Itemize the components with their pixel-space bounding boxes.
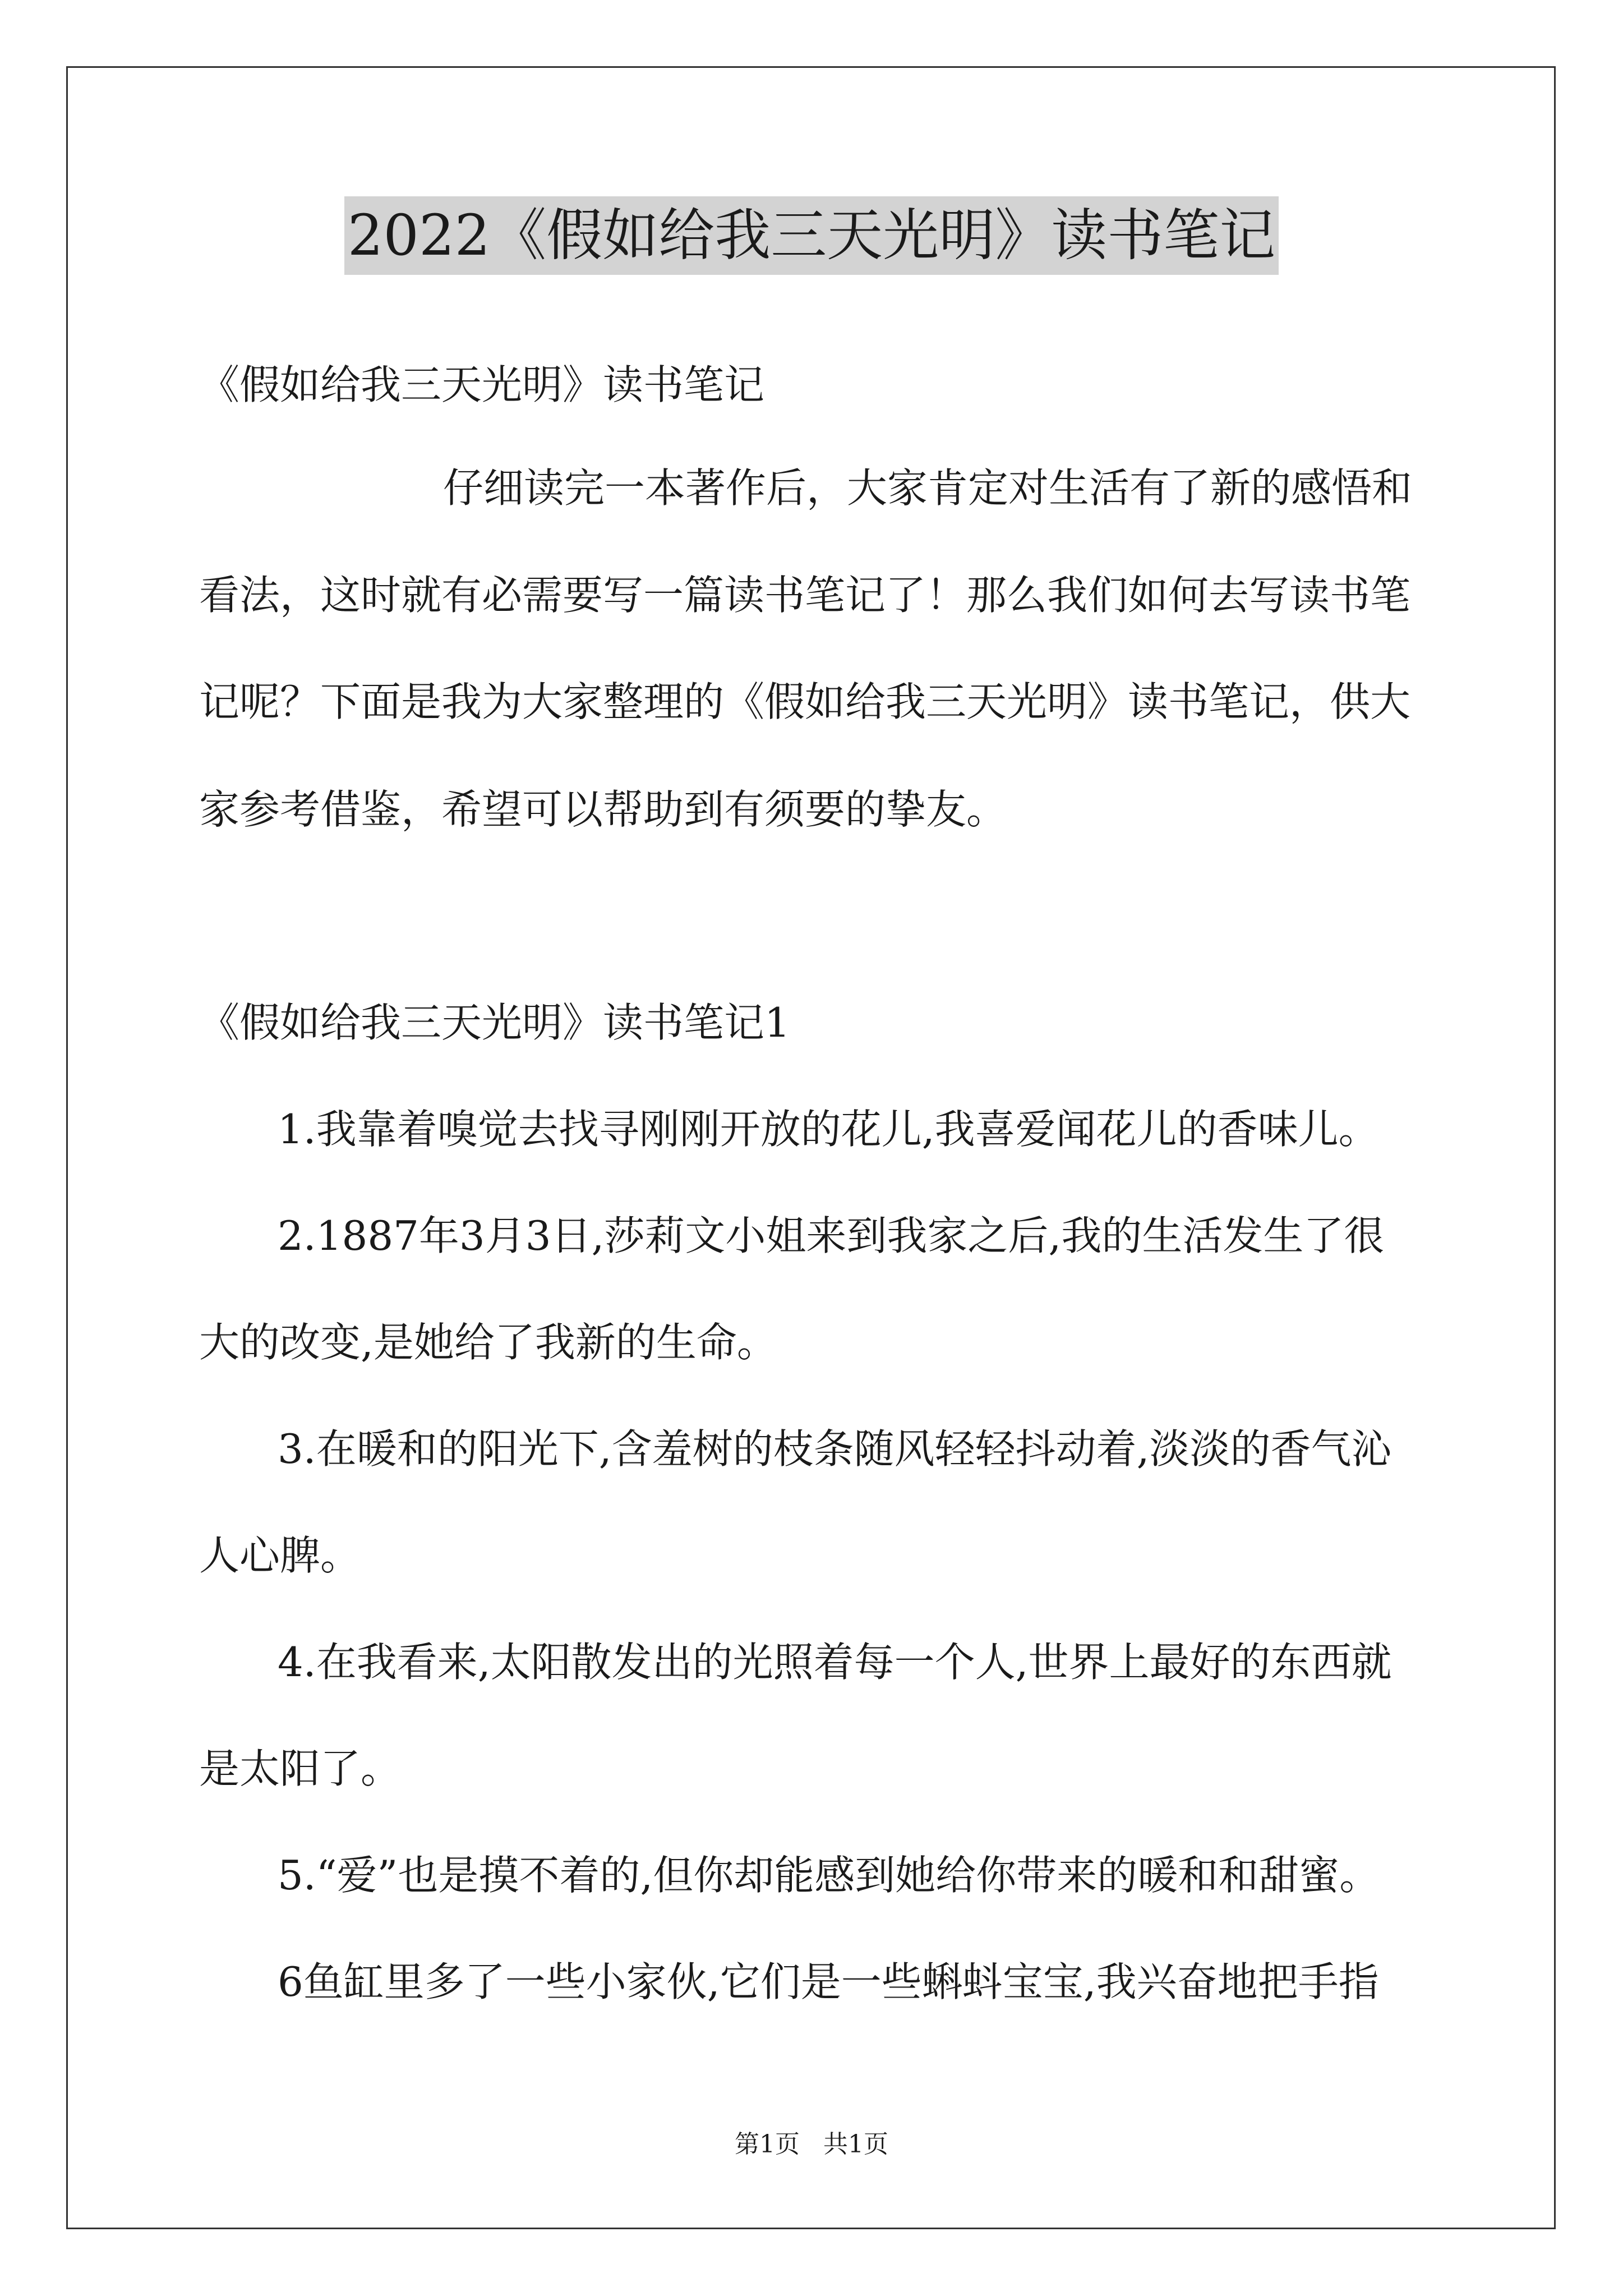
body-line: 2.1887年3月3日,莎莉文小姐来到我家之后,我的生活发生了很 xyxy=(278,1212,1385,1259)
body-line: 4.在我看来,太阳散发出的光照着每一个人,世界上最好的东西就 xyxy=(278,1639,1392,1686)
section-heading: 《假如给我三天光明》读书笔记1 xyxy=(199,999,790,1046)
page-footer xyxy=(0,2129,1623,2160)
document-title: 2022《假如给我三天光明》读书笔记 xyxy=(344,196,1279,275)
document-subtitle: 《假如给我三天光明》读书笔记 xyxy=(199,361,765,408)
body-line: 是太阳了。 xyxy=(199,1745,402,1792)
body-line: 5.“爱”也是摸不着的,但你却能感到她给你带来的暖和和甜蜜。 xyxy=(278,1852,1380,1899)
page-number: 第1页 xyxy=(735,2130,800,2159)
intro-line: 看法，这时就有必需要写一篇读书笔记了！那么我们如何去写读书笔 xyxy=(199,572,1411,619)
title-container xyxy=(0,196,1623,275)
intro-line: 记呢？下面是我为大家整理的《假如给我三天光明》读书笔记，供大 xyxy=(199,678,1411,725)
body-line: 3.在暖和的阳光下,含羞树的枝条随风轻轻抖动着,淡淡的香气沁 xyxy=(278,1425,1392,1473)
intro-line: 家参考借鉴，希望可以帮助到有须要的挚友。 xyxy=(199,786,1007,833)
page-total: 共1页 xyxy=(823,2130,888,2159)
body-line: 大的改变,是她给了我新的生命。 xyxy=(199,1319,777,1366)
intro-line: 仔细读完一本著作后，大家肯定对生活有了新的感悟和 xyxy=(443,464,1413,512)
body-line: 1.我靠着嗅觉去找寻刚刚开放的花儿,我喜爱闻花儿的香味儿。 xyxy=(278,1106,1379,1153)
body-line: 6鱼缸里多了一些小家伙,它们是一些蝌蚪宝宝,我兴奋地把手指 xyxy=(278,1958,1379,2005)
body-line: 人心脾。 xyxy=(199,1532,361,1579)
